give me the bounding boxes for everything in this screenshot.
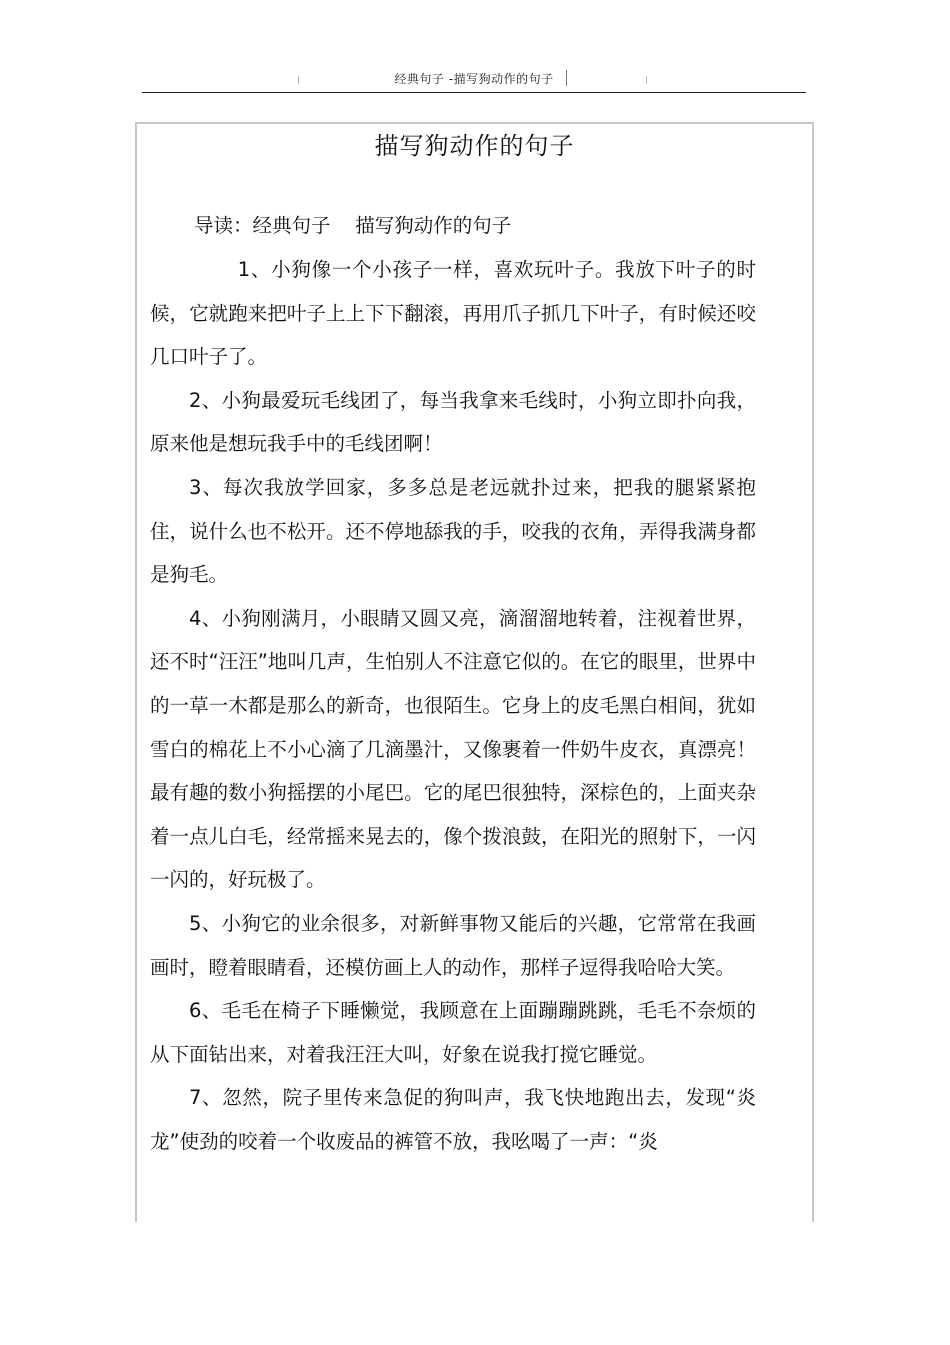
header-text: 经典句子 -描写狗动作的句子 xyxy=(394,72,554,86)
paragraph: 3、每次我放学回家，多多总是老远就扑过来，把我的腿紧紧抱住，说什么也不松开。还不停地舔我的手，咬我的衣角，弄得我满身都是狗毛。 xyxy=(150,475,756,587)
page-header xyxy=(142,62,806,93)
paragraph: 4、小狗刚满月，小眼睛又圆又亮，滴溜溜地转着，注视着世界，还不时“汪汪”地叫几声，生怕别人不注意它似的。在它的眼里，世界中的一草一木都是那么的新奇，也很陌生。它身上的皮毛黑白相间，犹如雪白的棉花上不小心滴了几滴墨汁，又像裹着一件奶牛皮衣，真漂亮！最有趣的数小狗摇摆的小尾巴。它的尾巴很独特，深棕色的，上面夹杂着一点儿白毛，经常摇来晃去的，像个拨浪鼓，在阳光的照射下，一闪一闪的，好玩极了。 xyxy=(150,606,756,892)
page-title: 描写狗动作的句子 xyxy=(374,132,575,160)
paragraph: 1、小狗像一个小孩子一样，喜欢玩叶子。我放下叶子的时候，它就跑来把叶子上上下下翻滚，再用爪子抓几下叶子，有时候还咬几口叶子了。 xyxy=(150,258,756,369)
article-body xyxy=(150,248,756,1163)
paragraph: 5、小狗它的业余很多，对新鲜事物又能后的兴趣，它常常在我画画时，瞪着眼睛看，还模仿画上人的动作，那样子逗得我哈哈大笑。 xyxy=(150,911,756,979)
paragraph: 2、小狗最爱玩毛线团了，每当我拿来毛线时，小狗立即扑向我，原来他是想玩我手中的毛线团啊！ xyxy=(150,388,756,456)
paragraph: 7、忽然，院子里传来急促的狗叫声，我飞快地跑出去，发现“炎龙”使劲的咬着一个收废品的裤管不放，我吆喝了一声：“炎 xyxy=(150,1086,756,1153)
intro-line: 导读：经典句子 描写狗动作的句子 xyxy=(194,214,512,237)
paragraph: 6、毛毛在椅子下睡懒觉，我顾意在上面蹦蹦跳跳，毛毛不奈烦的从下面钻出来，对着我汪汪大叫，好象在说我打搅它睡觉。 xyxy=(150,999,756,1066)
